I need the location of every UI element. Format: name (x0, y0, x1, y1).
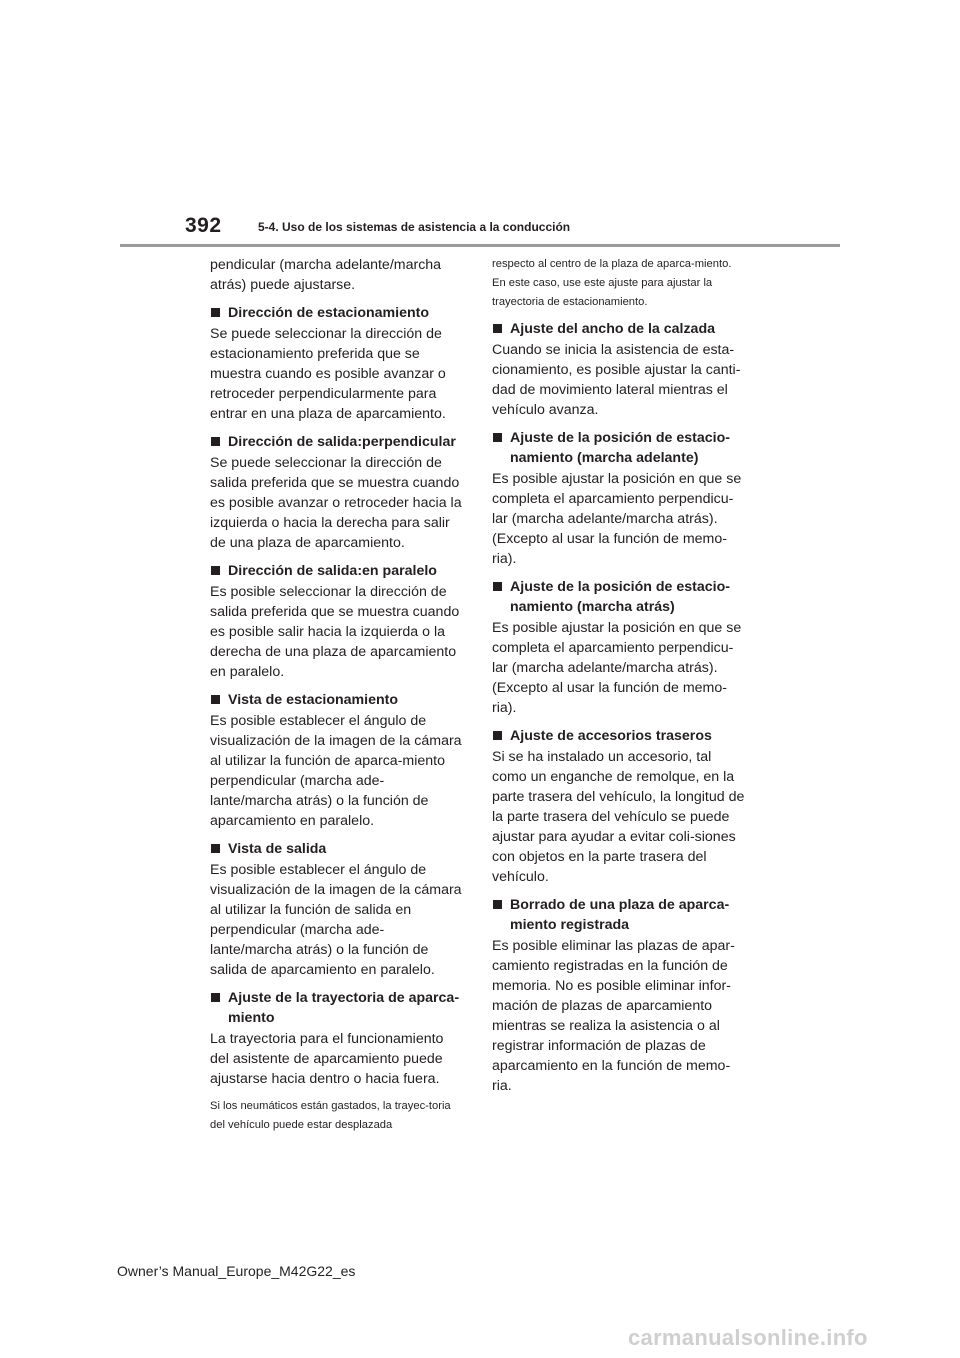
note-paragraph: Si los neumáticos están gastados, la trayec-toria del vehículo puede estar desplazada (210, 1100, 451, 1131)
heading-text: Ajuste del ancho de la calzada (510, 321, 715, 337)
heading-text: Dirección de salida:perpendicular (228, 434, 456, 450)
section-heading (492, 577, 748, 617)
footer-manual-id: Owner’s Manual_Europe_M42G22_es (117, 1263, 356, 1279)
heading-text: Vista de salida (228, 841, 327, 857)
heading-text: Ajuste de la posición de estacio-namiento (marcha adelante) (510, 430, 730, 466)
section-heading (210, 839, 466, 859)
body-paragraph: Se puede seleccionar la dirección de salida preferida que se muestra cuando es posible avanzar o retroceder hacia la izquierda o hacia la derecha para salir de una plaza de aparcamiento. (210, 455, 462, 551)
section-heading (492, 319, 748, 339)
heading-text: Ajuste de accesorios traseros (510, 728, 712, 744)
body-paragraph: La trayectoria para el funcionamiento del asistente de aparcamiento puede ajustarse hacia dentro o hacia fuera. (210, 1031, 444, 1087)
left-column (210, 255, 466, 1142)
note-paragraph: respecto al centro de la plaza de aparca-miento. En este caso, use este ajuste para ajustar la trayectoria de estacionamiento. (492, 258, 732, 308)
section-heading (210, 561, 466, 581)
section-heading (492, 428, 748, 468)
watermark: carmanualsonline.info (628, 1325, 868, 1350)
square-bullet-icon (211, 566, 220, 575)
heading-text: Dirección de estacionamiento (228, 305, 430, 321)
section-heading (210, 432, 466, 452)
square-bullet-icon (211, 437, 220, 446)
square-bullet-icon (211, 308, 220, 317)
square-bullet-icon (493, 324, 502, 333)
right-column (492, 255, 748, 1104)
section-title: 5-4. Uso de los sistemas de asistencia a la conducción (258, 220, 571, 234)
square-bullet-icon (211, 695, 220, 704)
square-bullet-icon (493, 582, 502, 591)
heading-text: Vista de estacionamiento (228, 692, 399, 708)
body-paragraph: Es posible seleccionar la dirección de salida preferida que se muestra cuando es posible salir hacia la izquierda o la derecha de una plaza de aparcamiento en paralelo. (210, 584, 460, 680)
square-bullet-icon (211, 844, 220, 853)
page-number: 392 (185, 214, 222, 237)
body-paragraph: Se puede seleccionar la dirección de estacionamiento preferida que se muestra cuando es posible avanzar o retroceder perpendicularmente para entrar en una plaza de aparcamiento. (210, 326, 446, 422)
square-bullet-icon (211, 993, 220, 1002)
heading-text: Ajuste de la trayectoria de aparca-miento (228, 990, 460, 1026)
body-paragraph: Es posible establecer el ángulo de visualización de la imagen de la cámara al utilizar la función de salida en perpendicular (marcha ade-lante/marcha atrás) o la función de salida de aparcamiento en paralelo. (210, 862, 462, 978)
square-bullet-icon (493, 900, 502, 909)
body-paragraph: pendicular (marcha adelante/marcha atrás) puede ajustarse. (210, 257, 442, 293)
square-bullet-icon (493, 731, 502, 740)
section-heading (210, 988, 466, 1028)
heading-text: Ajuste de la posición de estacio-namiento (marcha atrás) (510, 579, 730, 615)
body-paragraph: Es posible ajustar la posición en que se completa el aparcamiento perpendicu-lar (marcha adelante/marcha atrás). (Excepto al usar la función de memo-ria). (492, 620, 742, 716)
section-heading (492, 726, 748, 746)
header-rule (120, 244, 840, 247)
body-paragraph: Es posible ajustar la posición en que se completa el aparcamiento perpendicu-lar (marcha adelante/marcha atrás). (Excepto al usar la función de memo-ria). (492, 471, 742, 567)
body-paragraph: Cuando se inicia la asistencia de esta-cionamiento, es posible ajustar la canti-dad de movimiento lateral mientras el vehículo avanza. (492, 342, 741, 418)
body-paragraph: Si se ha instalado un accesorio, tal como un enganche de remolque, en la parte trasera del vehículo, la longitud de la parte trasera del vehículo se puede ajustar para ayudar a evitar coli-siones con objetos en la parte trasera del vehículo. (492, 749, 745, 885)
heading-text: Borrado de una plaza de aparca-miento registrada (510, 897, 730, 933)
body-paragraph: Es posible establecer el ángulo de visualización de la imagen de la cámara al utilizar la función de aparca-miento perpendicular (marcha ade-lante/marcha atrás) o la función de aparcamiento en paralelo. (210, 713, 462, 829)
section-heading (210, 690, 466, 710)
section-heading (492, 895, 748, 935)
square-bullet-icon (493, 433, 502, 442)
body-paragraph: Es posible eliminar las plazas de apar-camiento registradas en la función de memoria. No es posible eliminar infor-mación de plazas de aparcamiento mientras se realiza la asistencia o al registrar información de plazas de aparcamiento en la función de memo-ria. (492, 938, 735, 1094)
section-heading (210, 303, 466, 323)
heading-text: Dirección de salida:en paralelo (228, 563, 437, 579)
